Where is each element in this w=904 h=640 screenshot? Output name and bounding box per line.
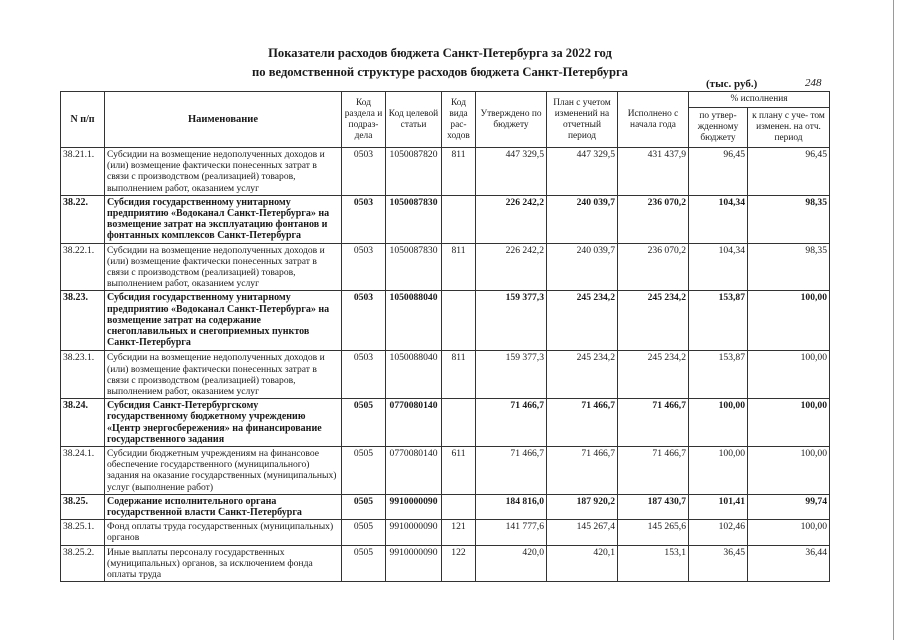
page-edge (893, 0, 894, 640)
table-row (61, 291, 830, 351)
cell-num: 38.22.1. (61, 243, 105, 291)
table-row (61, 447, 830, 495)
cell-name: Субсидия Санкт-Петербургскому государственному бюджетному учреждению «Центр энергосбережения» на финансирование государственного задания (105, 399, 342, 447)
cell-pct-plan: 100,00 (748, 399, 830, 447)
cell-expense-type (442, 195, 476, 243)
cell-pct-plan: 99,74 (748, 494, 830, 519)
cell-num: 38.23.1. (61, 351, 105, 399)
cell-plan: 447 329,5 (547, 148, 618, 196)
cell-approved: 159 377,3 (476, 351, 547, 399)
cell-pct-approved: 104,34 (689, 195, 748, 243)
header-num: N п/п (61, 92, 105, 148)
cell-plan: 145 267,4 (547, 520, 618, 545)
cell-plan: 245 234,2 (547, 291, 618, 351)
header-executed: Исполнено с начала года (618, 92, 689, 148)
cell-approved: 71 466,7 (476, 447, 547, 495)
cell-expense-type: 811 (442, 148, 476, 196)
table-row (61, 520, 830, 545)
header-pct-approved: по утвер- жденному бюджету (689, 108, 748, 148)
table-row (61, 494, 830, 519)
cell-executed: 245 234,2 (618, 351, 689, 399)
cell-name: Содержание исполнительного органа государственной власти Санкт-Петербурга (105, 494, 342, 519)
cell-name: Субсидия государственному унитарному предприятию «Водоканал Санкт-Петербурга» на возмещение затрат на эксплуатацию фонтанов и фонтанных комплексов Санкт-Петербурга (105, 195, 342, 243)
cell-approved: 159 377,3 (476, 291, 547, 351)
cell-section: 0503 (342, 351, 386, 399)
cell-section: 0505 (342, 520, 386, 545)
cell-num: 38.25.1. (61, 520, 105, 545)
cell-pct-approved: 153,87 (689, 351, 748, 399)
cell-section: 0503 (342, 195, 386, 243)
cell-expense-type (442, 399, 476, 447)
document-title-line1: Показатели расходов бюджета Санкт-Петербурга за 2022 год (268, 46, 612, 60)
header-pct-group: % исполнения (689, 92, 830, 108)
cell-num: 38.22. (61, 195, 105, 243)
cell-pct-approved: 36,45 (689, 545, 748, 582)
cell-target: 1050088040 (386, 351, 442, 399)
cell-pct-plan: 96,45 (748, 148, 830, 196)
cell-name: Иные выплаты персоналу государственных (муниципальных) органов, за исключением фонда оплаты труда (105, 545, 342, 582)
cell-expense-type: 811 (442, 351, 476, 399)
cell-num: 38.25. (61, 494, 105, 519)
cell-plan: 240 039,7 (547, 243, 618, 291)
header-name: Наименование (105, 92, 342, 148)
cell-plan: 420,1 (547, 545, 618, 582)
document-title-line2: по ведомственной структуре расходов бюджета Санкт-Петербурга (252, 65, 628, 79)
cell-approved: 420,0 (476, 545, 547, 582)
cell-executed: 236 070,2 (618, 195, 689, 243)
cell-pct-plan: 36,44 (748, 545, 830, 582)
cell-target: 9910000090 (386, 520, 442, 545)
cell-section: 0503 (342, 148, 386, 196)
header-target: Код целевой статьи (386, 92, 442, 148)
cell-section: 0505 (342, 447, 386, 495)
cell-pct-plan: 100,00 (748, 447, 830, 495)
expenses-table (60, 91, 830, 582)
cell-plan: 245 234,2 (547, 351, 618, 399)
cell-pct-approved: 96,45 (689, 148, 748, 196)
cell-target: 1050088040 (386, 291, 442, 351)
cell-expense-type: 122 (442, 545, 476, 582)
table-row (61, 399, 830, 447)
cell-expense-type: 121 (442, 520, 476, 545)
cell-section: 0505 (342, 494, 386, 519)
cell-approved: 226 242,2 (476, 195, 547, 243)
table-row (61, 148, 830, 196)
cell-num: 38.24. (61, 399, 105, 447)
cell-expense-type (442, 291, 476, 351)
cell-pct-approved: 100,00 (689, 447, 748, 495)
cell-expense-type: 611 (442, 447, 476, 495)
header-plan: План с учетом изменений на отчетный период (547, 92, 618, 148)
cell-name: Субсидии на возмещение недополученных доходов и (или) возмещение фактически понесенных затрат в связи с производством (реализацией) товаров, выполнением работ, оказанием услуг (105, 243, 342, 291)
cell-executed: 431 437,9 (618, 148, 689, 196)
cell-pct-approved: 104,34 (689, 243, 748, 291)
header-expense-type: Код вида рас- ходов (442, 92, 476, 148)
cell-pct-plan: 100,00 (748, 351, 830, 399)
cell-section: 0503 (342, 291, 386, 351)
cell-num: 38.25.2. (61, 545, 105, 582)
cell-target: 1050087830 (386, 243, 442, 291)
cell-target: 0770080140 (386, 399, 442, 447)
table-row (61, 243, 830, 291)
page-number: 248 (805, 77, 822, 89)
cell-target: 9910000090 (386, 494, 442, 519)
cell-expense-type: 811 (442, 243, 476, 291)
cell-plan: 71 466,7 (547, 399, 618, 447)
cell-executed: 71 466,7 (618, 399, 689, 447)
cell-pct-plan: 98,35 (748, 195, 830, 243)
cell-plan: 240 039,7 (547, 195, 618, 243)
cell-section: 0505 (342, 545, 386, 582)
cell-pct-plan: 98,35 (748, 243, 830, 291)
cell-name: Субсидия государственному унитарному предприятию «Водоканал Санкт-Петербурга» на возмещение затрат на содержание снегоплавильных и снегоприемных пунктов Санкт-Петербурга (105, 291, 342, 351)
cell-target: 9910000090 (386, 545, 442, 582)
cell-num: 38.23. (61, 291, 105, 351)
cell-approved: 184 816,0 (476, 494, 547, 519)
cell-target: 1050087820 (386, 148, 442, 196)
cell-plan: 187 920,2 (547, 494, 618, 519)
units-label: (тыс. руб.) (706, 78, 758, 90)
cell-executed: 236 070,2 (618, 243, 689, 291)
cell-name: Субсидии бюджетным учреждениям на финансовое обеспечение государственного (муниципального) задания на оказание государственных (муниципальных) услуг (выполнение работ) (105, 447, 342, 495)
cell-pct-plan: 100,00 (748, 520, 830, 545)
cell-section: 0503 (342, 243, 386, 291)
cell-num: 38.21.1. (61, 148, 105, 196)
cell-pct-plan: 100,00 (748, 291, 830, 351)
cell-approved: 447 329,5 (476, 148, 547, 196)
header-section: Код раздела и подраз- дела (342, 92, 386, 148)
cell-pct-approved: 101,41 (689, 494, 748, 519)
cell-plan: 71 466,7 (547, 447, 618, 495)
cell-target: 0770080140 (386, 447, 442, 495)
cell-section: 0505 (342, 399, 386, 447)
cell-num: 38.24.1. (61, 447, 105, 495)
cell-approved: 141 777,6 (476, 520, 547, 545)
cell-expense-type (442, 494, 476, 519)
cell-approved: 71 466,7 (476, 399, 547, 447)
cell-approved: 226 242,2 (476, 243, 547, 291)
table-row (61, 351, 830, 399)
cell-name: Субсидии на возмещение недополученных доходов и (или) возмещение фактически понесенных затрат в связи с производством (реализацией) товаров, выполнением работ, оказанием услуг (105, 148, 342, 196)
cell-pct-approved: 153,87 (689, 291, 748, 351)
table-body (61, 148, 830, 582)
header-pct-plan: к плану с уче- том изменен. на отч. период (748, 108, 830, 148)
cell-executed: 153,1 (618, 545, 689, 582)
cell-name: Субсидии на возмещение недополученных доходов и (или) возмещение фактически понесенных затрат в связи с производством (реализацией) товаров, выполнением работ, оказанием услуг (105, 351, 342, 399)
cell-executed: 71 466,7 (618, 447, 689, 495)
cell-target: 1050087830 (386, 195, 442, 243)
cell-pct-approved: 102,46 (689, 520, 748, 545)
cell-name: Фонд оплаты труда государственных (муниципальных) органов (105, 520, 342, 545)
cell-executed: 245 234,2 (618, 291, 689, 351)
cell-executed: 145 265,6 (618, 520, 689, 545)
cell-executed: 187 430,7 (618, 494, 689, 519)
cell-pct-approved: 100,00 (689, 399, 748, 447)
header-approved: Утверждено по бюджету (476, 92, 547, 148)
table-row (61, 545, 830, 582)
table-row (61, 195, 830, 243)
